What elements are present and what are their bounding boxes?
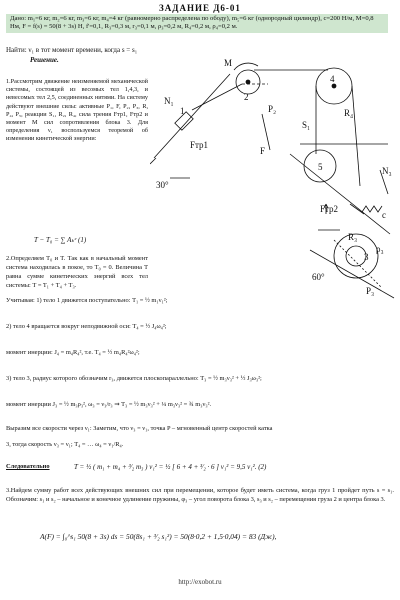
- label-3: 3: [364, 252, 369, 262]
- body-line-5: момент инерции J₃ = ½ m₃ρ₃², ω₃ = ν₃/r₃ ⇒ T₃ = ½ m₃ν₃² + ¼ m₃ν₃² = ¾ m₃ν₃².: [6, 401, 212, 408]
- find-statement: Найти: ν₁ в тот момент времени, когда s = s₁: [6, 46, 138, 54]
- moment-arrow: [234, 63, 258, 70]
- label-5: 5: [318, 162, 323, 172]
- equation-1: T − T₀ = ∑ Aₖᵉ (1): [34, 236, 87, 244]
- step3-text: 3.Найдем сумму работ всех действующих внешних сил при перемещении, которое будет иметь система, когда груз 1 пройдет путь s = s₁. Обозначим: s₁ и s₂ – начальное и конечное удлинение пружины, φ₃ – угол поворота блока 3, s₃ и s₂ – перемещения груза 2 и центра блока 3.: [6, 487, 394, 503]
- body-line-4: 3) тело 3, радиус которого обозначим r₃, движется плоскопараллельно: T₃ = ½ m₃ν₃² + ½ J₃ω₃²;: [6, 375, 262, 382]
- given-data: Дано: m₁=6 кг, m₂=6 кг, m₃=6 кг, m₄=4 кг (равномерно распределена по ободу), m₅=6 кг (однородный цилиндр), с=200 Н/м, M=0,8 Нм, F = f(s) = 50(8 + 3s) Н, f'=0,1, R₃=0,3 м, r₃=0,1 м, ρ₃=0,2 м, R₄=0,2 м, ρ₄=0,2 м.: [6, 14, 388, 33]
- body-line-3: момент инерции: J₄ = m₄R₄², т.е. T₄ = ½ m₄R₄²ω₄²;: [6, 349, 140, 356]
- label-ftr2: Fтр2: [320, 204, 339, 214]
- label-p3: P₃: [366, 286, 375, 296]
- summary-label: Следовательно: [6, 463, 50, 470]
- label-n3: N₃: [382, 166, 392, 176]
- summary-label-wrap: [6, 462, 76, 471]
- spring-c: [350, 204, 364, 214]
- summary-equation: T = ½ ( m₁ + m₄ + ³⁄₂ m₃ ) ν₁² = ½ [ 6 + 4 + ³⁄₂ · 6 ] ν₁² = 9,5 ν₁². (2): [74, 463, 267, 471]
- task-title: ЗАДАНИЕ Д6-01: [159, 3, 241, 13]
- mechanism-diagram: [150, 54, 396, 300]
- label-n1: N₁: [164, 96, 174, 106]
- label-30deg: 30°: [156, 180, 169, 190]
- label-rho: ρ₃: [376, 244, 384, 254]
- body-line-1: Учитывая: 1) тело 1 движется поступательно: T₁ = ½ m₁ν₁²;: [6, 297, 168, 304]
- label-1: 1: [180, 106, 185, 116]
- label-ftr1: Fтр1: [190, 140, 209, 150]
- body-line-6: Выразим все скорости через ν₁: Заметим, что ν₃ = ν₁, точка P – мгновенный центр скоростей катка: [6, 425, 273, 432]
- work-equation: A(F) = ∫₀^s₁ 50(8 + 3s) ds = 50(8s₁ + ³⁄₂ s₁²) = 50(8·0,2 + 1,5·0,04) = 83 (Дж),: [40, 532, 277, 541]
- solution-header: Решение.: [30, 56, 59, 64]
- source-url: http://exobot.ru: [178, 578, 222, 586]
- label-f: F: [260, 146, 266, 156]
- body-line-2: 2) тело 4 вращается вокруг неподвижной оси: T₄ = ½ J₄ω₄²;: [6, 323, 167, 330]
- label-2: 2: [244, 92, 249, 102]
- body-line-7: 3, тогда скорость ν₃ = ν₁; T₄ = … ω₄ = ν₁/R₄.: [6, 441, 124, 448]
- step1-text: 1.Рассмотрим движение неизменяемой механической системы, состоящей из весомых тел 1,4,3, и невесомых тел 2,5, соединенных нитями. На систему действуют внешние силы: активные P₁, F, P₂, P₃, R, P₄, P₅, реакции S₁, R₂, R₄, сила трения Fтр1, Fтр2 и момент M сил сопротивления блока 3. Для определения ν₁ воспользуемся теоремой об изменении кинетической энергии:: [6, 78, 148, 143]
- label-60deg: 60°: [312, 272, 325, 282]
- label-m: M: [224, 58, 233, 68]
- label-r3: R₃: [348, 232, 358, 242]
- label-r4: R₄: [344, 108, 354, 118]
- label-4: 4: [330, 74, 335, 84]
- step2-text: 2.Определяем T₀ и T. Так как в начальный момент система находилась в покое, то T₀ = 0. Величина T равна сумме кинетических энергий всех тел системы: T = T₁ + T₄ + T₃.: [6, 255, 148, 289]
- label-p2: P₂: [268, 104, 277, 114]
- label-c: c: [382, 210, 386, 220]
- label-s1: S₁: [302, 120, 311, 130]
